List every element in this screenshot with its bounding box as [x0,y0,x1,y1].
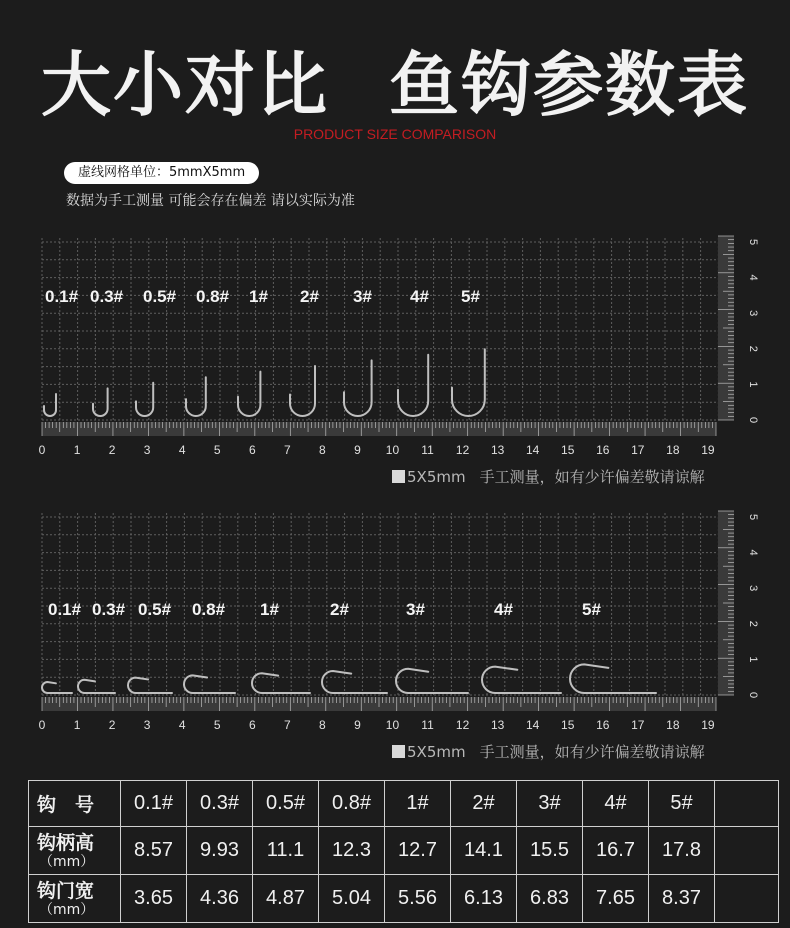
hook-size-label: 0.5# [143,287,177,306]
fishing-hook [186,377,206,416]
table-cell: 15.5 [517,827,583,875]
table-row-shank-height [29,827,779,875]
grid-square-icon [392,745,405,758]
ruler-y-label: 1 [747,381,759,388]
table-cell: 5.04 [319,875,385,923]
table-cell: 6.83 [517,875,583,923]
ruler-y-label: 0 [747,416,759,424]
ruler-y-label: 3 [747,585,759,592]
ruler-y-label: 4 [747,274,759,281]
hook-grid-upright [0,230,790,470]
ruler-x-label: 6 [248,443,256,457]
ruler-x-label: 12 [455,718,470,732]
fishing-hook [42,682,72,693]
ruler-x-label: 4 [178,443,186,457]
ruler-y-label: 0 [747,691,759,699]
right-ruler [718,236,759,423]
hook-size-label: 0.1# [48,600,82,619]
ruler-x-label: 10 [385,718,400,732]
hook-size-label: 3# [406,600,425,619]
ruler-x-label: 19 [701,443,715,457]
hook-size-label: 2# [300,287,319,306]
table-cell: 8.37 [649,875,715,923]
right-ruler [718,511,759,698]
row-label: 钩柄高 [37,831,95,854]
ruler-y-label: 4 [747,549,759,556]
table-cell: 0.3# [187,781,253,827]
ruler-x-label: 17 [631,718,645,732]
ruler-x-label: 3 [143,718,151,732]
subtitle: PRODUCT SIZE COMPARISON [293,126,497,142]
ruler-x-label: 14 [525,718,540,732]
ruler-x-label: 15 [561,443,575,457]
caption-lying [392,741,705,762]
row-header-gap-width [29,875,121,923]
hook-size-label: 4# [410,287,429,306]
table-row-size [29,781,779,827]
row-unit: （mm） [39,901,95,918]
row-label: 钩门宽 [37,879,95,902]
hooks [42,664,656,693]
ruler-x-label: 7 [283,443,291,457]
bottom-ruler [39,422,716,457]
ruler-y-label: 5 [747,513,759,521]
ruler-x-label: 4 [178,718,186,732]
fishing-hook [44,394,56,416]
ruler-x-label: 2 [108,443,116,457]
hook-size-label: 1# [249,287,268,306]
fishing-hook [252,673,310,693]
hook-size-label: 0.8# [196,287,230,306]
fishing-hook [290,366,315,416]
fishing-hook [78,680,115,693]
ruler-x-label: 13 [490,718,505,732]
fishing-hook [184,675,235,693]
ruler-x-label: 16 [596,443,610,457]
hook-grid-lying [0,505,790,745]
hook-size-label: 4# [494,600,513,619]
table-cell [715,875,779,923]
row-unit: （mm） [39,853,95,870]
measurement-note: 数据为手工测量 可能会存在偏差 请以实际为准 [66,193,355,209]
table-cell [715,827,779,875]
fishing-hook [344,360,372,416]
ruler-x-label: 8 [319,443,326,457]
fishing-hook [452,349,485,416]
caption-text: 手工测量，如有少许偏差敬请谅解 [479,743,705,761]
table-cell: 4.36 [187,875,253,923]
hook-size-label: 0.8# [192,600,226,619]
fishing-hook [570,664,656,693]
table-cell: 9.93 [187,827,253,875]
hooks [44,349,485,416]
ruler-x-label: 0 [38,443,46,457]
row-header-shank-height [29,827,121,875]
table-row-gap-width [29,875,779,923]
table-cell: 4# [583,781,649,827]
hook-size-label: 0.1# [45,287,79,306]
ruler-x-label: 13 [490,443,505,457]
ruler-x-label: 5 [213,718,221,732]
table-cell: 8.57 [121,827,187,875]
caption-text: 手工测量，如有少许偏差敬请谅解 [479,468,705,486]
table-cell: 7.65 [583,875,649,923]
comparison-panel-upright [0,230,790,490]
fishing-hook [238,372,260,416]
ruler-x-label: 2 [108,718,116,732]
ruler-x-label: 16 [596,718,610,732]
ruler-x-label: 0 [38,718,46,732]
table-cell: 2# [451,781,517,827]
ruler-x-label: 1 [73,443,81,457]
table-cell: 0.5# [253,781,319,827]
ruler-y-label: 2 [747,345,759,352]
table-cell: 12.7 [385,827,451,875]
table-cell: 17.8 [649,827,715,875]
ruler-x-label: 15 [561,718,575,732]
table-cell: 6.13 [451,875,517,923]
fishing-hook [136,383,153,416]
title-right: 鱼钩参数表 [389,44,749,126]
fishing-hook [322,671,387,693]
ruler-x-label: 9 [354,443,361,457]
hook-size-label: 3# [353,287,372,306]
grid-square-icon [392,470,405,483]
ruler-y-label: 2 [747,620,759,627]
table-cell: 12.3 [319,827,385,875]
fishing-hook [396,669,468,693]
hook-size-label: 2# [330,600,349,619]
hook-size-label: 1# [260,600,279,619]
row-header-size: 钩 号 [29,781,121,827]
ruler-x-label: 1 [73,718,81,732]
table-cell: 0.1# [121,781,187,827]
table-cell: 3.65 [121,875,187,923]
ruler-y-label: 5 [747,238,759,246]
hook-size-label: 0.3# [90,287,124,306]
ruler-x-label: 17 [631,443,645,457]
fishing-hook [482,667,561,693]
hook-size-label: 5# [582,600,601,619]
ruler-y-label: 1 [747,656,759,663]
ruler-x-label: 11 [421,718,434,732]
table-cell: 5# [649,781,715,827]
comparison-panel-lying [0,505,790,765]
table-cell: 0.8# [319,781,385,827]
ruler-x-label: 5 [213,443,221,457]
ruler-x-label: 12 [455,443,470,457]
table-cell: 1# [385,781,451,827]
ruler-x-label: 11 [421,443,434,457]
ruler-x-label: 18 [666,443,680,457]
page-title [0,40,790,130]
caption-size: 5X5mm [407,468,466,486]
ruler-x-label: 9 [354,718,361,732]
fishing-hook [398,355,428,416]
ruler-x-label: 18 [666,718,680,732]
bottom-ruler [39,697,716,732]
table-cell: 4.87 [253,875,319,923]
table-cell: 11.1 [253,827,319,875]
hook-parameter-table [28,780,779,923]
ruler-x-label: 14 [525,443,540,457]
ruler-x-label: 19 [701,718,715,732]
ruler-x-label: 6 [248,718,256,732]
caption-upright [392,466,705,487]
hook-size-label: 0.3# [92,600,126,619]
dashed-grid [42,238,718,420]
table-cell: 14.1 [451,827,517,875]
ruler-x-label: 10 [385,443,400,457]
ruler-x-label: 7 [283,718,291,732]
table-cell [715,781,779,827]
hook-size-label: 5# [461,287,480,306]
caption-size: 5X5mm [407,743,466,761]
title-left: 大小对比 [41,44,329,126]
fishing-hook [128,678,172,693]
table-cell: 16.7 [583,827,649,875]
ruler-y-label: 3 [747,310,759,317]
hook-size-label: 0.5# [138,600,172,619]
table-cell: 5.56 [385,875,451,923]
grid-unit-badge: 虚线网格单位：5mmX5mm [64,162,259,184]
table-cell: 3# [517,781,583,827]
ruler-x-label: 8 [319,718,326,732]
ruler-x-label: 3 [143,443,151,457]
